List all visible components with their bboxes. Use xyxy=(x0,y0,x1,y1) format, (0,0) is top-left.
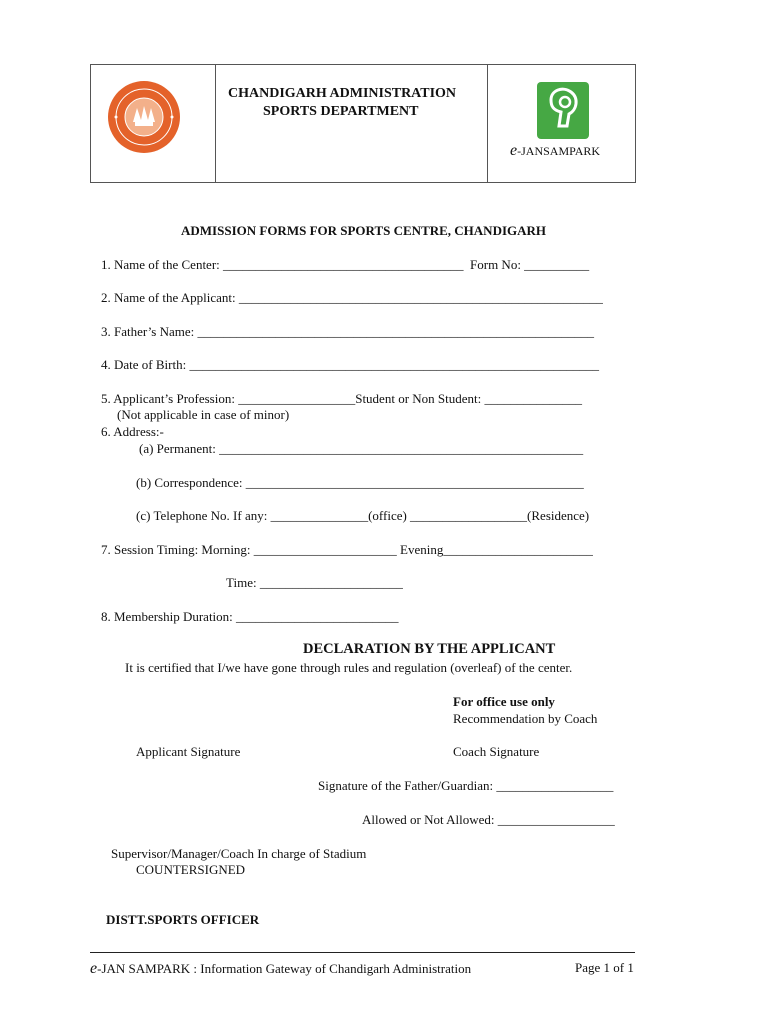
field-father-name: 3. Father’s Name: _____________________________________________________________ xyxy=(101,324,595,339)
field-address-label: 6. Address:- xyxy=(101,424,164,439)
page-number: Page 1 of 1 xyxy=(575,960,634,975)
header-title-line1: CHANDIGARH ADMINISTRATION xyxy=(228,86,457,101)
field-session-time: Time: ______________________ xyxy=(226,575,403,590)
recommendation-label: Recommendation by Coach xyxy=(453,711,598,726)
e-jansampark-caption xyxy=(510,142,600,160)
e-jansampark-logo-icon xyxy=(537,82,589,139)
guardian-signature-field: Signature of the Father/Guardian: __________________ xyxy=(318,778,614,793)
footer-e-letter: e xyxy=(90,960,98,977)
field-membership-duration: 8. Membership Duration: _________________________ xyxy=(101,609,399,624)
field-telephone: (c) Telephone No. If any: _______________(office) __________________(Residence) xyxy=(136,508,590,523)
header-divider-right xyxy=(487,65,488,182)
footer-rule xyxy=(90,952,635,953)
field-date-of-birth: 4. Date of Birth: _______________________________________________________________ xyxy=(101,357,599,372)
declaration-heading: DECLARATION BY THE APPLICANT xyxy=(303,641,556,657)
e-jansampark-label: -JANSAMPARK xyxy=(517,144,601,158)
e-letter: e xyxy=(510,142,518,159)
field-session-timing: 7. Session Timing: Morning: ______________________ Evening_______________________ xyxy=(101,542,593,557)
coach-signature-label: Coach Signature xyxy=(453,744,540,759)
field-center-name: 1. Name of the Center: _____________________________________ Form No: __________ xyxy=(101,257,590,272)
field-address-correspondence: (b) Correspondence: ____________________________________________________ xyxy=(136,475,584,490)
countersigned-label: COUNTERSIGNED xyxy=(136,862,246,877)
supervisor-label: Supervisor/Manager/Coach In charge of Stadium xyxy=(111,846,367,861)
sports-officer-label: DISTT.SPORTS OFFICER xyxy=(106,912,260,927)
field-profession: 5. Applicant’s Profession: __________________Student or Non Student: _______________ xyxy=(101,391,582,406)
field-address-permanent: (a) Permanent: ________________________________________________________ xyxy=(139,441,584,456)
profession-note: (Not applicable in case of minor) xyxy=(117,407,290,422)
applicant-signature-label: Applicant Signature xyxy=(136,744,241,759)
form-heading: ADMISSION FORMS FOR SPORTS CENTRE, CHANDIGARH xyxy=(181,223,547,238)
declaration-text: It is certified that I/we have gone through rules and regulation (overleaf) of the center. xyxy=(125,660,573,675)
allowed-field: Allowed or Not Allowed: __________________ xyxy=(362,812,615,827)
header-divider-left xyxy=(215,65,216,182)
footer-text xyxy=(90,960,471,978)
chandigarh-sports-seal-icon xyxy=(107,80,181,154)
field-applicant-name: 2. Name of the Applicant: ________________________________________________________ xyxy=(101,290,603,305)
footer-label: -JAN SAMPARK : Information Gateway of Chandigarh Administration xyxy=(97,961,472,976)
header-title-line2: SPORTS DEPARTMENT xyxy=(263,104,419,119)
office-use-heading: For office use only xyxy=(453,694,555,709)
